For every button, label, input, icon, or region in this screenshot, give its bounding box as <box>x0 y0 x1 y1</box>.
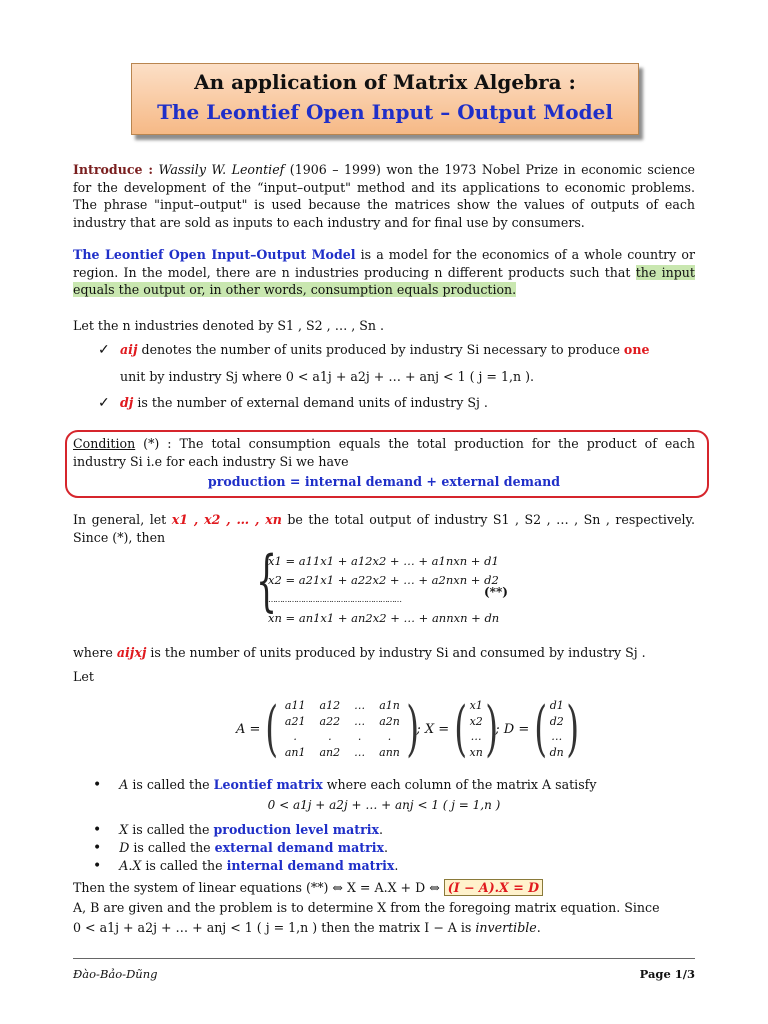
matrix-a-rparen: ) <box>406 694 420 764</box>
matrix-cell: … <box>354 699 366 712</box>
bullet-leontief: • A is called the Leontief matrix where each column of the matrix A satisfy <box>93 777 597 793</box>
matrix-cell: … <box>354 714 366 728</box>
bullet-pre: A <box>119 777 129 792</box>
matrix-d-label: ; D = <box>495 721 530 737</box>
matrix-x-label: ; X = <box>416 721 450 737</box>
matrix-a-row <box>278 714 407 730</box>
model-text: is a model for the economics of a whole country or region. In the model, there are n industries producing n different products such that <box>73 247 695 280</box>
dj-text: is the number of external demand units of industry Sj . <box>133 395 488 410</box>
title-box <box>131 63 639 135</box>
footer-rule <box>73 958 695 959</box>
matrix-cell: x1 <box>469 699 483 712</box>
where-line <box>73 644 695 662</box>
bullet-text: is called the <box>128 822 214 837</box>
intro-label: Introduce : <box>73 162 154 177</box>
system-eqn: xn = an1x1 + an2x2 + … + annxn + dn <box>268 611 500 625</box>
matrix-cell: d2 <box>549 714 564 728</box>
bullet-pre: A.X <box>119 858 142 873</box>
matrix-d-rparen: ) <box>566 694 579 764</box>
intro-name: Wassily W. Leontief <box>158 162 285 177</box>
where-text2: is the number of units produced by industry Si and consumed by industry Sj . <box>146 645 646 660</box>
matrix-cell: … <box>470 730 482 743</box>
bullet-external: • D is called the external demand matrix. <box>93 840 389 856</box>
system-equations <box>268 552 499 628</box>
matrix-a-row <box>278 745 407 761</box>
then-line <box>73 879 695 897</box>
final-line1: A, B are given and the problem is to determine X from the foregoing matrix equation. Since <box>73 900 660 915</box>
intro-text: (1906 – 1999) won the 1973 Nobel Prize in economic science for the development of the “input–output" method and its applications to economic problems. The phrase "input–output" is used because the matrices show the values of outputs of each industry that are sold as inputs to each industry and for final use by consumers. <box>73 162 696 230</box>
dj-symbol: dj <box>120 395 134 410</box>
system-dots: ………………………………………………… <box>268 595 401 604</box>
title-line1: An application of Matrix Algebra : <box>194 70 576 94</box>
result-equation: (I − A).X = D <box>444 879 543 896</box>
final-period: . <box>536 920 541 935</box>
system-eq1: x1 = a11x1 + a12x2 + … + a1nxn + d1 <box>268 554 499 568</box>
bullet-post: . <box>384 840 389 855</box>
bullet-term: external demand matrix <box>214 840 384 855</box>
then-text: Then the system of linear equations (**) ⇔ X = A.X + D ⇔ <box>73 880 444 895</box>
general-text1: In general, let <box>73 512 172 527</box>
column-condition-wrap <box>0 798 768 812</box>
invertible-word: invertible <box>475 920 537 935</box>
bullet-post: . <box>379 822 384 837</box>
matrix-a-row <box>278 698 407 714</box>
matrix-x-lparen: ( <box>454 694 468 764</box>
model-paragraph <box>73 246 695 299</box>
bullet-text: is called the <box>129 840 215 855</box>
matrix-cell: an2 <box>319 745 341 759</box>
footer-author: Đào-Bảo-Dũng <box>73 967 158 981</box>
condition-equation-wrap <box>0 474 768 489</box>
matrix-cell: d1 <box>549 699 564 712</box>
let-industries: Let the n industries denoted by S1 , S2 , … , Sn . <box>73 318 385 333</box>
bullet-term: production level matrix <box>213 822 380 837</box>
bullet-text: is called the <box>128 777 214 792</box>
condition-text <box>73 435 695 470</box>
matrix-a <box>278 698 407 760</box>
matrix-cell: x2 <box>469 714 483 728</box>
general-vars: x1 , x2 , … , xn <box>171 512 282 527</box>
bullet-term: Leontief matrix <box>213 777 323 792</box>
matrix-cell: a22 <box>319 714 341 728</box>
system-tag: (**) <box>484 585 508 599</box>
matrix-cell: a2n <box>379 714 400 728</box>
bullet-post: where each column of the matrix A satisfy <box>322 777 597 792</box>
check-icon: ✓ <box>98 342 110 358</box>
matrix-cell: a1n <box>379 699 400 712</box>
footer-page: Page 1/3 <box>639 967 695 981</box>
matrix-cell: dn <box>549 745 564 759</box>
bullet-pre: D <box>119 840 130 855</box>
matrix-cell: a21 <box>284 714 306 728</box>
bullet-internal: • A.X is called the internal demand matrix. <box>93 858 399 874</box>
matrix-cell: . <box>357 730 362 743</box>
where-sym: aijxj <box>116 645 147 660</box>
condition-label: Condition <box>73 436 136 451</box>
system-brace: { <box>256 542 277 619</box>
let-word: Let <box>73 669 94 684</box>
system-eq2: x2 = a21x1 + a22x2 + … + a2nxn + d2 <box>268 573 499 587</box>
aij-symbol: aij <box>120 342 138 357</box>
matrix-cell: an1 <box>284 745 306 759</box>
bullet-dj <box>120 394 695 412</box>
matrix-cell: … <box>354 745 366 759</box>
matrices <box>236 684 584 774</box>
bullet-production: • X is called the production level matrix. <box>93 822 384 838</box>
matrix-a-lparen: ( <box>265 694 279 764</box>
matrix-a-label: A = <box>236 721 261 737</box>
matrix-cell: . <box>328 730 332 743</box>
final-text: 0 < a1j + a2j + … + anj < 1 ( j = 1,n ) then the matrix I − A is <box>73 920 476 935</box>
general-text2: be the total output of industry S1 , S2 , … , Sn , respectively. Since (*), then <box>73 512 696 545</box>
bullet-pre: X <box>119 822 129 837</box>
column-condition: 0 < a1j + a2j + … + anj < 1 ( j = 1,n ) <box>267 798 501 812</box>
bullet-text: is called the <box>141 858 227 873</box>
bullet-aij <box>120 341 695 359</box>
condition-body: (*) : The total consumption equals the total production for the product of each industry Si i.e for each industry Si we have <box>73 436 695 469</box>
model-label: The Leontief Open Input–Output Model <box>73 247 356 262</box>
general-paragraph <box>73 511 695 546</box>
matrix-cell: a11 <box>284 699 306 712</box>
matrix-cell: a12 <box>319 699 341 712</box>
where-text1: where <box>73 645 117 660</box>
matrix-cell: … <box>551 730 563 743</box>
check-icon: ✓ <box>98 395 110 411</box>
title-line2: The Leontief Open Input – Output Model <box>157 100 613 124</box>
bullet-aij-line2: unit by industry Sj where 0 < a1j + a2j + … + anj < 1 ( j = 1,n ). <box>120 369 535 384</box>
model-highlight: the input equals the output or, in other words, consumption equals production. <box>73 264 695 298</box>
matrix-a-row <box>278 729 407 745</box>
final-line2 <box>73 919 695 937</box>
intro-paragraph <box>73 161 695 231</box>
one-word: one <box>623 342 650 357</box>
matrix-cell: xn <box>469 745 483 759</box>
bullet-post: . <box>394 858 399 873</box>
aij-text1: denotes the number of units produced by industry Si necessary to produce <box>137 342 624 357</box>
matrix-cell: . <box>293 730 297 743</box>
matrix-cell: . <box>387 730 392 743</box>
condition-equation: production = internal demand + external demand <box>207 474 561 489</box>
matrix-d-lparen: ( <box>534 694 548 764</box>
bullet-term: internal demand matrix <box>226 858 395 873</box>
matrix-x-rparen: ) <box>485 694 498 764</box>
matrix-cell: ann <box>379 745 400 759</box>
